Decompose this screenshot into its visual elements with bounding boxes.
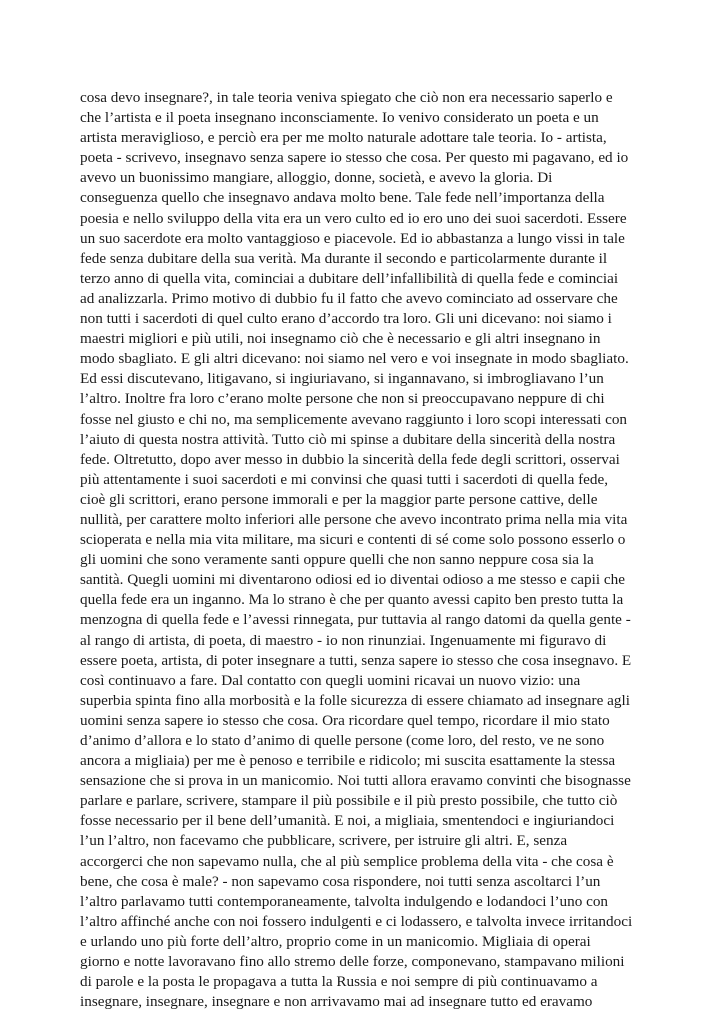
text-line: sensazione che si prova in un manicomio. Noi tutti allora eravamo convinti che bisognasse: [80, 772, 631, 790]
text-line: uomini senza sapere io stesso che cosa. Ora ricordare quel tempo, ricordare il mio stato: [80, 711, 610, 729]
text-line: nullità, per carattere molto inferiori alle persone che avevo incontrato prima nella mia vita: [80, 510, 628, 528]
text-line: cosa devo insegnare?, in tale teoria veniva spiegato che ciò non era necessario saperlo e: [80, 89, 613, 106]
text-line: modo sbagliato. E gli altri dicevano: noi siamo nel vero e voi insegnate in modo sbagliato.: [80, 350, 629, 368]
text-line: superbia spinta fino alla morbosità e la folle sicurezza di essere chiamato ad insegnare agli: [80, 691, 630, 709]
text-line: d’animo d’allora e lo stato d’animo di quelle persone (come loro, del resto, ve ne sono: [80, 732, 605, 749]
text-line: ad analizzarla. Primo motivo di dubbio fu il fatto che avevo cominciato ad osservare che: [80, 289, 618, 307]
text-line: giorno e notte lavoravano fino allo stremo delle forze, componevano, stampavano milioni: [80, 953, 625, 971]
text-line: non tutti i sacerdoti di quel culto erano d’accordo tra loro. Gli uni dicevano: noi siamo i: [80, 310, 612, 328]
text-line: un suo sacerdote era molto vantaggioso e piacevole. Ed io abbastanza a lungo vissi in tale: [80, 229, 625, 247]
text-line: santità. Quegli uomini mi diventarono odiosi ed io diventai odioso a me stesso e capii che: [80, 571, 625, 589]
text-line: parlare e parlare, scrivere, stampare il più possibile e il più presto possibile, che tutto ciò: [80, 792, 618, 810]
text-line: maestri migliori e più utili, noi insegnamo ciò che è necessario e gli altri insegnano in: [80, 330, 601, 348]
text-line: più attentamente i suoi sacerdoti e mi convinsi che quasi tutti i sacerdoti di quella fede,: [80, 470, 609, 488]
text-line: fosse necessario per il bene dell’umanità. E noi, a migliaia, smentendoci e ingiuriandoci: [80, 812, 615, 830]
text-line: accorgerci che non sapevamo nulla, che al più semplice problema della vita - che cosa è: [80, 852, 614, 870]
text-line: l’altro affinché anche con noi fossero indulgenti e ci lodassero, e talvolta invece irritandoci: [80, 912, 633, 930]
text-line: gli uomini che sono veramente santi oppure quelli che non sanno neppure cosa sia la: [80, 551, 594, 569]
text-line: menzogna di quella fede e l’avessi rinnegata, pur tuttavia al rango datomi da quella gente -: [80, 611, 631, 629]
text-line: al rango di artista, di poeta, di maestro - io non rinunziai. Ingenuamente mi figuravo di: [80, 631, 607, 649]
text-line: fosse nel giusto e chi no, ma semplicemente avevano raggiunto i loro scopi interessati con: [80, 410, 628, 428]
text-line: avevo un buonissimo mangiare, alloggio, donne, società, e avevo la gloria. Di: [80, 169, 553, 187]
text-line: Ed essi discutevano, litigavano, si ingiuriavano, si ingannavano, si imbrogliavano l’un: [80, 370, 604, 388]
text-line: poesia e nello sviluppo della vita era un vero culto ed io ero uno dei suoi sacerdoti. Essere: [80, 209, 627, 227]
text-line: fede. Oltretutto, dopo aver messo in dubbio la sincerità della fede degli scrittori, osservai: [80, 450, 620, 468]
text-line: che l’artista e il poeta insegnano inconsciamente. Io venivo considerato un poeta e un: [80, 109, 599, 127]
text-line: scioperata e nella mia vita militare, ma sicuri e contenti di sé come solo possono esserlo o: [80, 531, 626, 549]
body-text: [80, 88, 660, 1012]
text-line: terzo anno di quella vita, cominciai a dubitare dell’infallibilità di quella fede e cominciai: [80, 269, 619, 287]
text-line: e urlando uno più forte dell’altro, proprio come in un manicomio. Migliaia di operai: [80, 932, 591, 950]
text-line: fede senza dubitare della sua verità. Ma durante il secondo e particolarmente durante il: [80, 249, 608, 267]
text-line: artista meraviglioso, e perciò era per me molto naturale adottare tale teoria. Io - artista,: [80, 129, 607, 147]
text-line: bene, che cosa è male? - non sapevamo cosa rispondere, noi tutti senza ascoltarci l’un: [80, 872, 601, 890]
text-line: l’aiuto di questa nostra attività. Tutto ciò mi spinse a dubitare della sincerità della nostra: [80, 430, 616, 448]
text-line: essere poeta, artista, di poter insegnare a tutti, senza sapere io stesso che cosa insegnavo. E: [80, 651, 632, 669]
text-line: quella fede era un inganno. Ma lo strano è che per quanto avessi capito ben presto tutta la: [80, 591, 624, 609]
text-line: poeta - scrivevo, insegnavo senza sapere io stesso che cosa. Per questo mi pagavano, ed io: [80, 149, 629, 167]
text-line: insegnare, insegnare, insegnare e non arrivavamo mai ad insegnare tutto ed eravamo: [80, 993, 593, 1011]
text-line: l’un l’altro, non facevamo che pubblicare, scrivere, per istruire gli altri. E, senza: [80, 832, 568, 850]
text-line: l’altro parlavamo tutti contemporaneamente, talvolta indulgendo e lodandoci l’uno con: [80, 892, 609, 910]
text-line: cioè gli scrittori, erano persone immorali e per la maggior parte persone cattive, delle: [80, 490, 598, 508]
text-line: conseguenza quello che insegnavo andava molto bene. Tale fede nell’importanza della: [80, 189, 605, 207]
text-line: di parole e la posta le propagava a tutta la Russia e noi sempre di più continuavamo a: [80, 973, 598, 991]
text-line: l’altro. Inoltre fra loro c’erano molte persone che non si preoccupavano neppure di chi: [80, 390, 605, 408]
text-line: ancora a migliaia) per me è penoso e terribile e ridicolo; mi suscita esattamente la stessa: [80, 752, 616, 770]
text-line: così continuavo a fare. Dal contatto con quegli uomini ricavai un nuovo vizio: una: [80, 671, 581, 689]
